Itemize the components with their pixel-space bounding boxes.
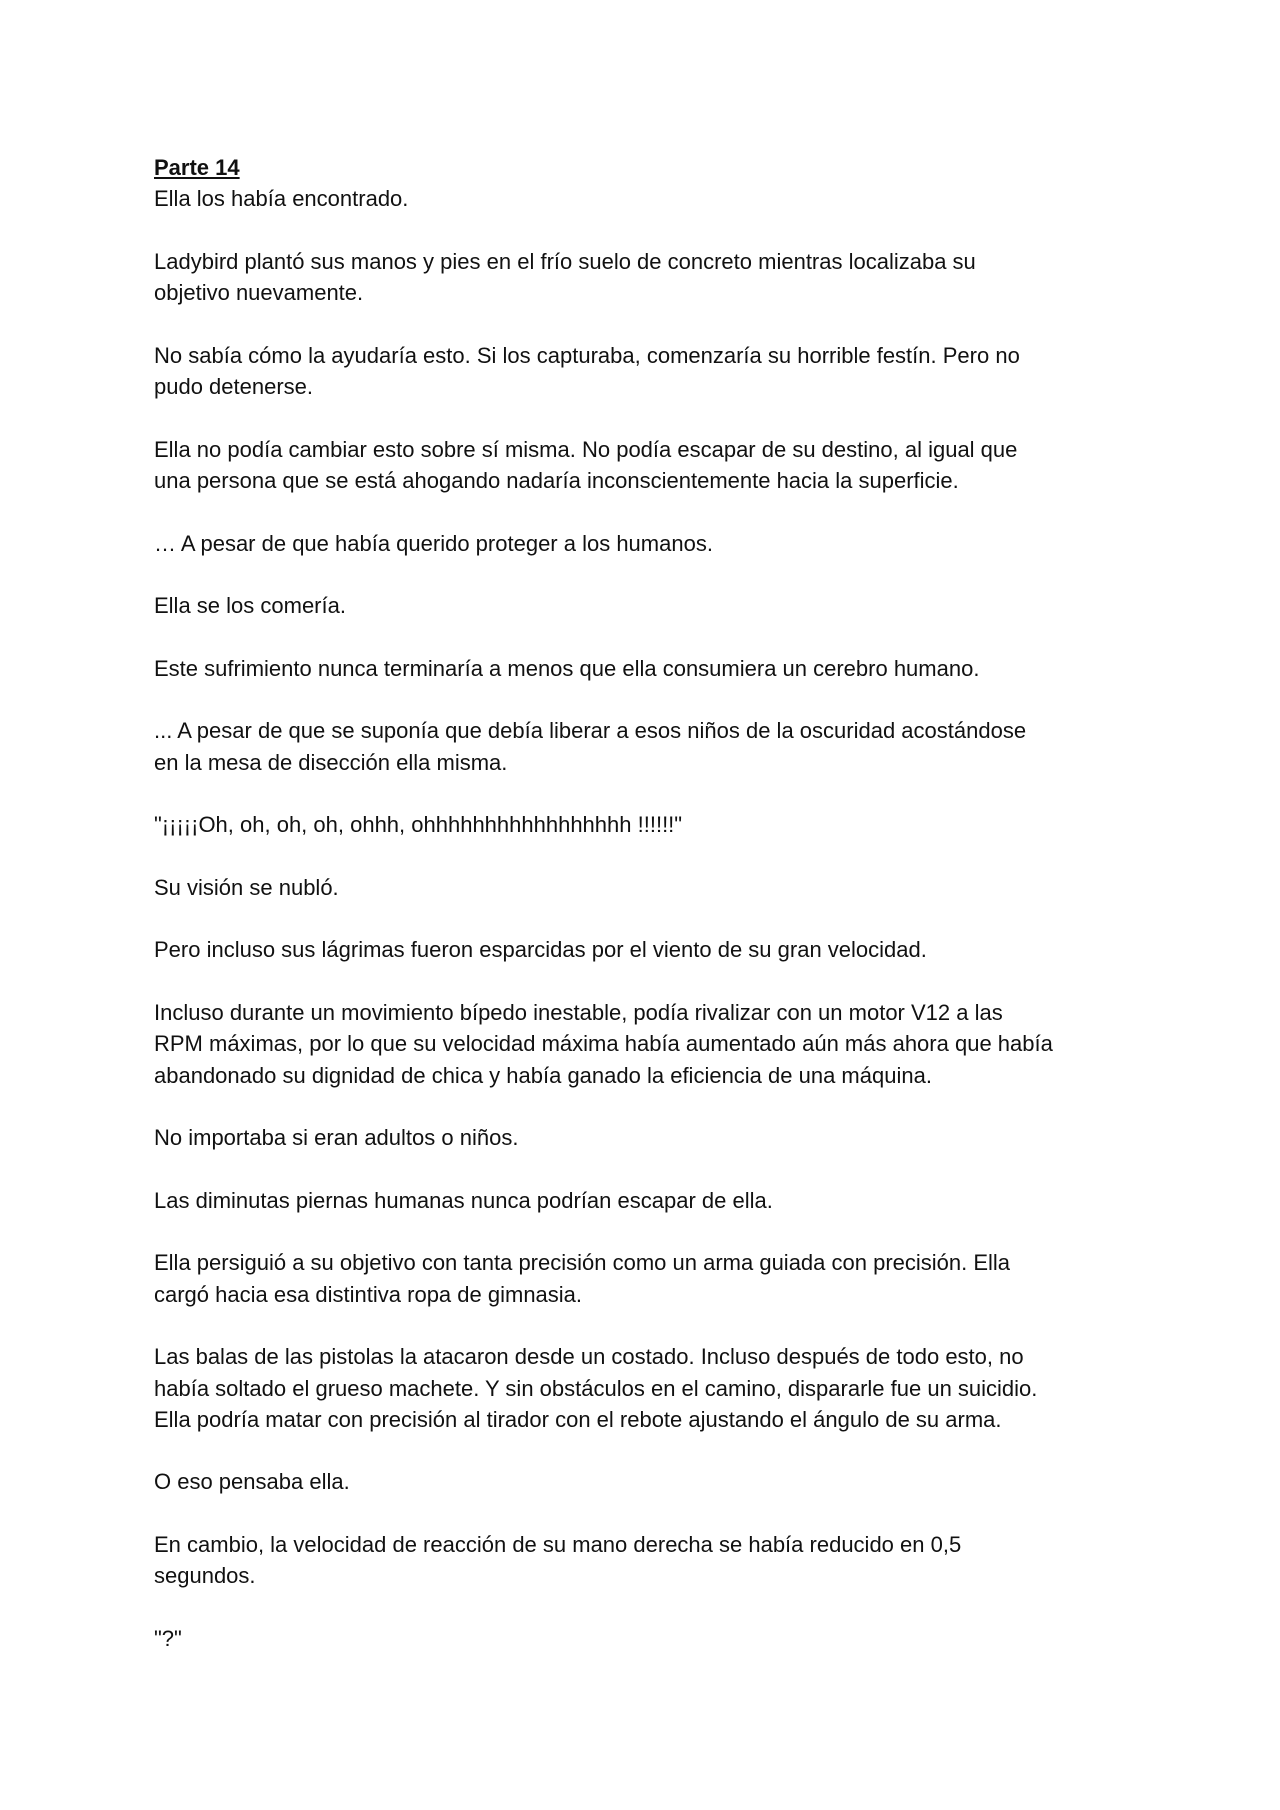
paragraph	[154, 1247, 1134, 1310]
text-line: objetivo nuevamente.	[154, 280, 364, 306]
paragraph	[154, 1529, 1134, 1592]
text-line: Ella persiguió a su objetivo con tanta precisión como un arma guiada con precisión. Ella	[154, 1250, 1011, 1276]
text-line: Las diminutas piernas humanas nunca podrían escapar de ella.	[154, 1187, 773, 1213]
text-line: No importaba si eran adultos o niños.	[154, 1125, 519, 1151]
text-line: Ella se los comería.	[154, 593, 346, 619]
text-line: No sabía cómo la ayudaría esto. Si los capturaba, comenzaría su horrible festín. Pero no	[154, 342, 1020, 368]
text-line: segundos.	[154, 1563, 256, 1589]
paragraph	[154, 246, 1134, 309]
paragraph	[154, 434, 1134, 497]
text-line: cargó hacia esa distintiva ropa de gimnasia.	[154, 1281, 583, 1307]
document-body	[154, 183, 1134, 1654]
text-line: … A pesar de que había querido proteger a los humanos.	[154, 530, 713, 556]
document-page	[154, 152, 1134, 1686]
paragraph	[154, 1341, 1134, 1435]
text-line: "¡¡¡¡¡Oh, oh, oh, oh, ohhh, ohhhhhhhhhhhhhhhhh !!!!!!"	[154, 812, 683, 838]
text-line: abandonado su dignidad de chica y había ganado la eficiencia de una máquina.	[154, 1062, 932, 1088]
text-line: Ella no podía cambiar esto sobre sí misma. No podía escapar de su destino, al igual que	[154, 436, 1018, 462]
paragraph	[154, 653, 1134, 684]
text-line: Incluso durante un movimiento bípedo inestable, podía rivalizar con un motor V12 a las	[154, 1000, 1003, 1026]
paragraph	[154, 590, 1134, 621]
paragraph	[154, 934, 1134, 965]
text-line: Ladybird plantó sus manos y pies en el frío suelo de concreto mientras localizaba su	[154, 248, 976, 274]
paragraph	[154, 183, 1134, 214]
text-line: RPM máximas, por lo que su velocidad máxima había aumentado aún más ahora que había	[154, 1031, 1053, 1057]
text-line: pudo detenerse.	[154, 374, 314, 400]
text-line: O eso pensaba ella.	[154, 1469, 350, 1495]
text-line: ... A pesar de que se suponía que debía liberar a esos niños de la oscuridad acostándose	[154, 718, 1027, 744]
text-line: Las balas de las pistolas la atacaron desde un costado. Incluso después de todo esto, no	[154, 1344, 1024, 1370]
paragraph	[154, 1122, 1134, 1153]
text-line: había soltado el grueso machete. Y sin obstáculos en el camino, dispararle fue un suicidio.	[154, 1375, 1038, 1401]
text-line: Ella podría matar con precisión al tirador con el rebote ajustando el ángulo de su arma.	[154, 1406, 1002, 1432]
paragraph	[154, 1185, 1134, 1216]
text-line: "?"	[154, 1625, 182, 1651]
paragraph	[154, 809, 1134, 840]
text-line: Este sufrimiento nunca terminaría a menos que ella consumiera un cerebro humano.	[154, 655, 980, 681]
paragraph	[154, 340, 1134, 403]
paragraph	[154, 528, 1134, 559]
text-line: Su visión se nubló.	[154, 874, 339, 900]
paragraph	[154, 1623, 1134, 1654]
text-line: en la mesa de disección ella misma.	[154, 749, 508, 775]
text-line: Pero incluso sus lágrimas fueron esparcidas por el viento de su gran velocidad.	[154, 937, 927, 963]
paragraph	[154, 1466, 1134, 1497]
text-line: una persona que se está ahogando nadaría inconscientemente hacia la superficie.	[154, 467, 959, 493]
paragraph	[154, 872, 1134, 903]
chapter-title: Parte 14	[154, 155, 240, 180]
paragraph	[154, 997, 1134, 1091]
text-line: En cambio, la velocidad de reacción de su mano derecha se había reducido en 0,5	[154, 1532, 962, 1558]
paragraph	[154, 715, 1134, 778]
text-line: Ella los había encontrado.	[154, 186, 409, 212]
